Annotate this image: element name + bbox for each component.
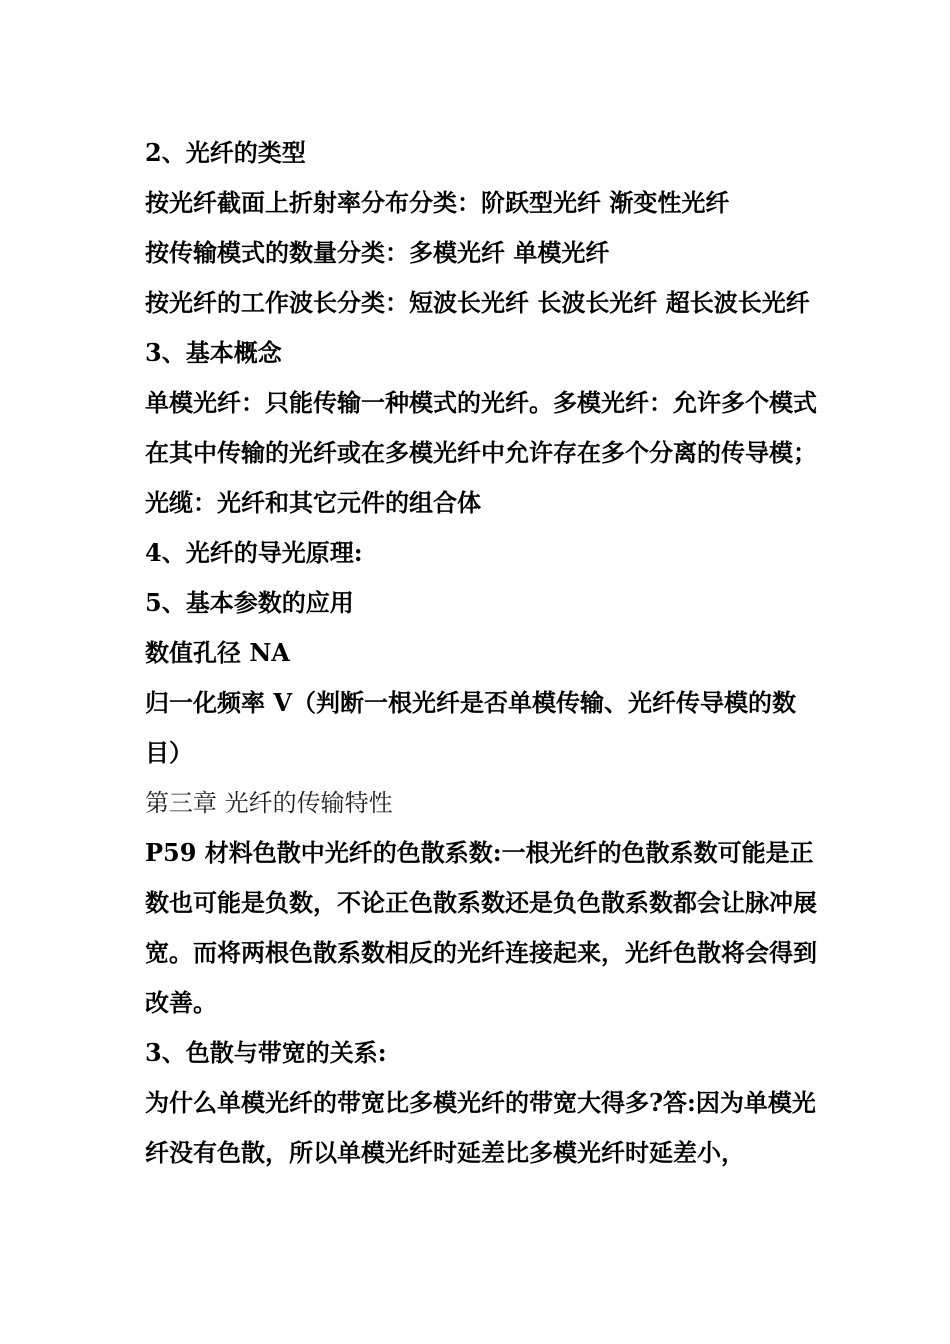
heading-light-guiding-principle: 4、光纤的导光原理: <box>145 538 363 567</box>
heading-dispersion-bandwidth: 3、色散与带宽的关系: <box>145 1038 387 1067</box>
chapter-title: 第三章 光纤的传输特性 <box>145 789 393 817</box>
heading-fiber-types: 2、光纤的类型 <box>145 138 306 167</box>
paragraph-bandwidth-question: 为什么单模光纤的带宽比多模光纤的带宽大得多?答:因为单模光纤没有色散，所以单模光纤时延差比多模光纤时延差小， <box>145 1088 816 1167</box>
heading-basic-concepts: 3、基本概念 <box>145 338 282 367</box>
heading-basic-parameters: 5、基本参数的应用 <box>145 588 354 617</box>
paragraph-classification-by-mode: 按传输模式的数量分类：多模光纤 单模光纤 <box>145 238 610 267</box>
paragraph-basic-concepts: 单模光纤：只能传输一种模式的光纤。多模光纤：允许多个模式在其中传输的光纤或在多模光纤中允许存在多个分离的传导模；光缆：光纤和其它元件的组合体 <box>145 388 817 517</box>
paragraph-normalized-frequency: 归一化频率 V（判断一根光纤是否单模传输、光纤传导模的数目） <box>145 688 796 767</box>
paragraph-material-dispersion: P59 材料色散中光纤的色散系数:一根光纤的色散系数可能是正数也可能是负数，不论正色散系数还是负色散系数都会让脉冲展宽。而将两根色散系数相反的光纤连接起来，光纤色散将会得到改善。 <box>145 838 817 1017</box>
paragraph-numerical-aperture: 数值孔径 NA <box>145 638 290 667</box>
paragraph-classification-by-index: 按光纤截面上折射率分布分类：阶跃型光纤 渐变性光纤 <box>145 188 730 217</box>
paragraph-classification-by-wavelength: 按光纤的工作波长分类：短波长光纤 长波长光纤 超长波长光纤 <box>145 288 810 317</box>
document-page <box>145 128 817 1178</box>
